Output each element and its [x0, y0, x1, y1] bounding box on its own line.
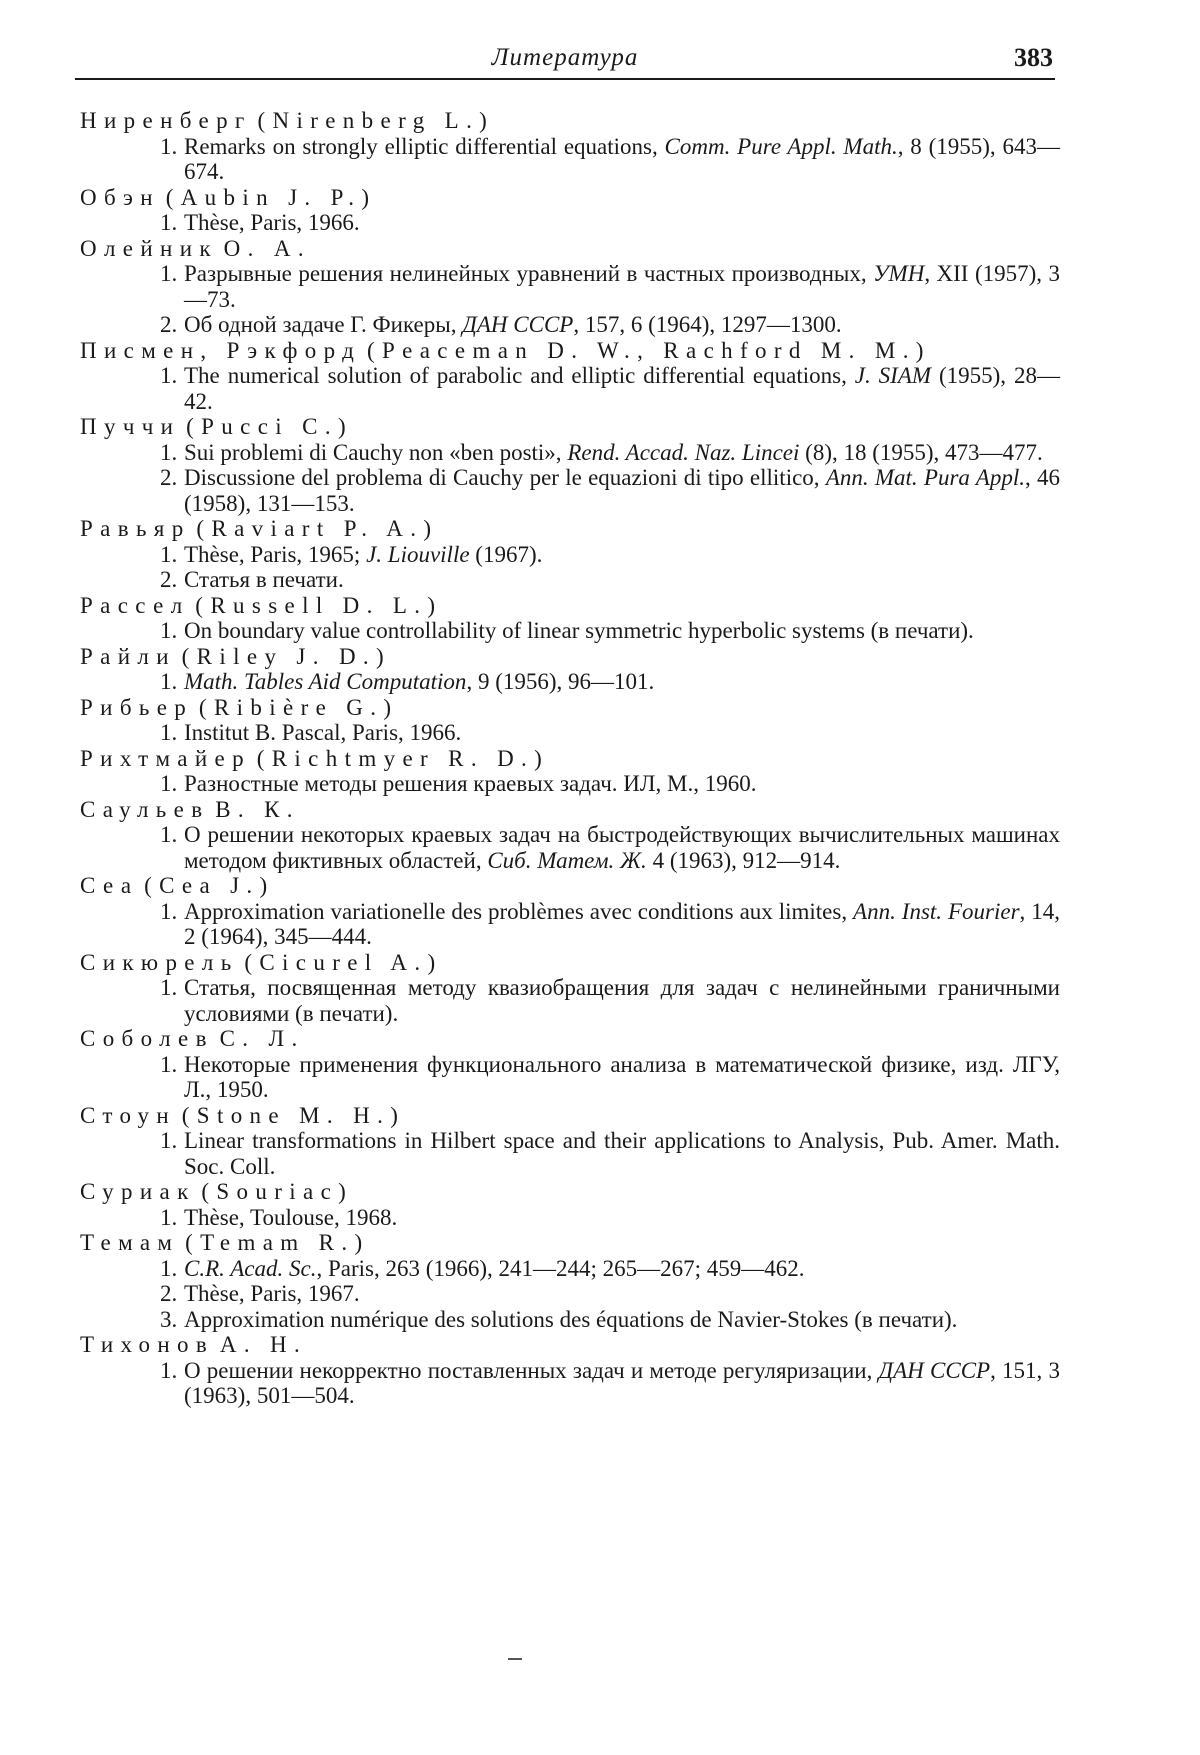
journal-title: Math. Tables Aid Computation: [184, 669, 466, 694]
reference-text: О решении некорректно поставленных задач и методе регуляризации,: [184, 1358, 879, 1383]
reference-text: , 157, 6 (1964), 1297—1300.: [573, 312, 841, 337]
reference-text: Sui problemi di Cauchy non «ben posti»,: [184, 440, 567, 465]
bib-entry: [80, 516, 1060, 593]
bib-entry: [80, 185, 1060, 236]
reference-item: [80, 1205, 1060, 1231]
reference-number: 1.: [160, 720, 184, 746]
author-latin-name: (Temam R.): [185, 1230, 369, 1255]
reference-number: 1.: [160, 1358, 184, 1384]
reference-item: [80, 440, 1060, 466]
journal-title: J. Liouville: [366, 542, 469, 567]
author-line: [80, 1103, 1060, 1129]
author-line: [80, 797, 1060, 823]
author-name: Саульев: [80, 797, 209, 822]
author-line: [80, 644, 1060, 670]
bib-entry: [80, 1230, 1060, 1332]
reference-text: Thèse, Paris, 1965;: [184, 542, 366, 567]
author-name: Обэн: [80, 185, 160, 210]
bib-entry: [80, 108, 1060, 185]
reference-text: Discussione del problema di Cauchy per le equazioni di tipo ellitico,: [184, 465, 826, 490]
reference-number: 1.: [160, 210, 184, 236]
bib-entry: [80, 593, 1060, 644]
author-latin-name: О. А.: [224, 236, 311, 261]
reference-text: , 14, 2 (1964), 345—444.: [184, 899, 1060, 950]
author-latin-name: А. Н.: [220, 1332, 307, 1357]
author-latin-name: (Cea J.): [144, 873, 274, 898]
bibliography-list: [80, 108, 1060, 1409]
author-line: [80, 950, 1060, 976]
reference-item: [80, 134, 1060, 185]
reference-item: [80, 312, 1060, 338]
bib-entry: [80, 1103, 1060, 1180]
author-latin-name: (Stone M. H.): [182, 1103, 405, 1128]
book-page: [0, 0, 1200, 1755]
reference-text: Статья в печати.: [184, 567, 344, 592]
reference-item: [80, 1281, 1060, 1307]
bib-entry: [80, 1179, 1060, 1230]
reference-item: [80, 1358, 1060, 1409]
reference-text: , XII (1957), 3—73.: [184, 261, 1060, 312]
author-name: Рассел: [80, 593, 190, 618]
reference-item: [80, 1256, 1060, 1282]
author-name: Сикюрель: [80, 950, 239, 975]
footer-dash: [508, 1658, 522, 1660]
reference-item: [80, 1052, 1060, 1103]
journal-title: Ann. Inst. Fourier: [853, 899, 1020, 924]
author-latin-name: (Russell D. L.): [195, 593, 442, 618]
author-name: Писмен, Рэкфорд: [80, 338, 361, 363]
reference-number: 1.: [160, 1256, 184, 1282]
reference-number: 2.: [160, 1281, 184, 1307]
journal-title: ДАН СССР: [879, 1358, 991, 1383]
reference-number: 3.: [160, 1307, 184, 1333]
page-number: 383: [1014, 43, 1053, 73]
reference-item: [80, 363, 1060, 414]
author-name: Суриак: [80, 1179, 196, 1204]
author-line: [80, 414, 1060, 440]
reference-number: 1.: [160, 363, 184, 389]
author-line: [80, 236, 1060, 262]
author-latin-name: (Raviart P. A.): [196, 516, 438, 541]
reference-item: [80, 567, 1060, 593]
reference-item: [80, 899, 1060, 950]
reference-text: , 46 (1958), 131—153.: [184, 465, 1060, 516]
author-name: Сеа: [80, 873, 138, 898]
author-line: [80, 1332, 1060, 1358]
reference-text: , 151, 3 (1963), 501—504.: [184, 1358, 1060, 1409]
reference-item: [80, 975, 1060, 1026]
reference-text: Об одной задаче Г. Фикеры,: [184, 312, 462, 337]
reference-text: Approximation numérique des solutions des équations de Navier-Stokes (в печати).: [184, 1307, 957, 1332]
author-name: Темам: [80, 1230, 179, 1255]
reference-number: 1.: [160, 899, 184, 925]
author-line: [80, 516, 1060, 542]
reference-item: [80, 771, 1060, 797]
reference-text: Thèse, Toulouse, 1968.: [184, 1205, 397, 1230]
reference-text: Разностные методы решения краевых задач. ИЛ, М., 1960.: [184, 771, 756, 796]
bib-entry: [80, 797, 1060, 874]
author-name: Рибьер: [80, 695, 193, 720]
author-latin-name: (Riley J. D.): [182, 644, 391, 669]
reference-text: , 9 (1956), 96—101.: [466, 669, 654, 694]
reference-text: The numerical solution of parabolic and elliptic differential equations,: [184, 363, 855, 388]
author-line: [80, 1179, 1060, 1205]
journal-title: J. SIAM: [855, 363, 931, 388]
bib-entry: [80, 950, 1060, 1027]
bib-entry: [80, 873, 1060, 950]
header-title: Литература: [75, 44, 1055, 72]
reference-number: 2.: [160, 312, 184, 338]
reference-text: On boundary value controllability of linear symmetric hyperbolic systems (в печати).: [184, 618, 974, 643]
bib-entry: [80, 414, 1060, 516]
reference-text: Разрывные решения нелинейных уравнений в частных производных,: [184, 261, 873, 286]
author-name: Соболев: [80, 1026, 214, 1051]
author-name: Пуччи: [80, 414, 180, 439]
reference-text: Linear transformations in Hilbert space and their applications to Analysis, Pub. Amer. Math. Soc. Coll.: [184, 1128, 1060, 1179]
author-name: Ниренберг: [80, 108, 252, 133]
reference-text: Remarks on strongly elliptic differential equations,: [184, 134, 665, 159]
reference-number: 1.: [160, 134, 184, 160]
bib-entry: [80, 1026, 1060, 1103]
bib-entry: [80, 236, 1060, 338]
reference-item: [80, 669, 1060, 695]
author-line: [80, 593, 1060, 619]
reference-number: 1.: [160, 1205, 184, 1231]
journal-title: ДАН СССР: [462, 312, 573, 337]
journal-title: УМН: [873, 261, 924, 286]
journal-title: Ann. Mat. Pura Appl.: [826, 465, 1025, 490]
author-line: [80, 695, 1060, 721]
author-name: Олейник: [80, 236, 218, 261]
reference-number: 1.: [160, 618, 184, 644]
reference-number: 2.: [160, 567, 184, 593]
bib-entry: [80, 1332, 1060, 1409]
author-name: Тихонов: [80, 1332, 214, 1357]
reference-number: 1.: [160, 822, 184, 848]
reference-number: 1.: [160, 261, 184, 287]
reference-text: , Paris, 263 (1966), 241—244; 265—267; 459—462.: [316, 1256, 804, 1281]
reference-item: [80, 720, 1060, 746]
author-line: [80, 338, 1060, 364]
author-latin-name: (Pucci C.): [186, 414, 353, 439]
reference-number: 1.: [160, 771, 184, 797]
bib-entry: [80, 644, 1060, 695]
reference-item: [80, 618, 1060, 644]
reference-number: 1.: [160, 542, 184, 568]
author-latin-name: С. Л.: [220, 1026, 305, 1051]
author-name: Рихтмайер: [80, 746, 251, 771]
reference-text: Thèse, Paris, 1967.: [184, 1281, 360, 1306]
author-latin-name: (Ribière G.): [199, 695, 398, 720]
author-latin-name: (Souriac): [201, 1179, 353, 1204]
author-line: [80, 108, 1060, 134]
author-line: [80, 1230, 1060, 1256]
reference-number: 1.: [160, 1052, 184, 1078]
author-latin-name: (Peaceman D. W., Rachford M. M.): [367, 338, 931, 363]
reference-number: 1.: [160, 975, 184, 1001]
author-latin-name: В. К.: [215, 797, 300, 822]
author-line: [80, 873, 1060, 899]
bib-entry: [80, 695, 1060, 746]
reference-text: О решении некоторых краевых задач на быстродействующих вычислительных машинах методом фиктивных областей,: [184, 822, 1060, 873]
reference-text: 4 (1963), 912—914.: [647, 848, 841, 873]
reference-text: (1967).: [470, 542, 543, 567]
bib-entry: [80, 746, 1060, 797]
journal-title: C.R. Acad. Sc.: [184, 1256, 316, 1281]
reference-text: Статья, посвященная методу квазиобращения для задач с нелинейными граничными условиями (в печати).: [184, 975, 1060, 1026]
reference-text: Thèse, Paris, 1966.: [184, 210, 360, 235]
author-latin-name: (Richtmyer R. D.): [257, 746, 549, 771]
reference-item: [80, 1128, 1060, 1179]
bib-entry: [80, 338, 1060, 415]
author-name: Стоун: [80, 1103, 176, 1128]
reference-number: 1.: [160, 669, 184, 695]
reference-number: 1.: [160, 1128, 184, 1154]
author-latin-name: (Nirenberg L.): [257, 108, 494, 133]
author-line: [80, 746, 1060, 772]
reference-item: [80, 210, 1060, 236]
reference-text: Institut B. Pascal, Paris, 1966.: [184, 720, 461, 745]
reference-text: (1955), 28—42.: [184, 363, 1060, 414]
reference-text: Approximation variationelle des problèmes avec conditions aux limites,: [184, 899, 853, 924]
reference-number: 1.: [160, 440, 184, 466]
author-latin-name: (Aubin J. P.): [166, 185, 377, 210]
reference-text: (8), 18 (1955), 473—477.: [799, 440, 1042, 465]
header-rule: [75, 78, 1055, 80]
reference-item: [80, 261, 1060, 312]
running-header: [75, 44, 1055, 78]
journal-title: Rend. Accad. Naz. Lincei: [567, 440, 799, 465]
reference-number: 2.: [160, 465, 184, 491]
journal-title: Comm. Pure Appl. Math.: [665, 134, 898, 159]
journal-title: Сиб. Матем. Ж.: [487, 848, 646, 873]
author-line: [80, 185, 1060, 211]
reference-item: [80, 1307, 1060, 1333]
reference-text: , 8 (1955), 643—674.: [184, 134, 1060, 185]
author-name: Райли: [80, 644, 176, 669]
author-latin-name: (Cicurel A.): [244, 950, 442, 975]
reference-item: [80, 542, 1060, 568]
author-name: Равьяр: [80, 516, 191, 541]
reference-item: [80, 465, 1060, 516]
reference-text: Некоторые применения функционального анализа в математической физике, изд. ЛГУ, Л., 1950.: [184, 1052, 1060, 1103]
author-line: [80, 1026, 1060, 1052]
reference-item: [80, 822, 1060, 873]
